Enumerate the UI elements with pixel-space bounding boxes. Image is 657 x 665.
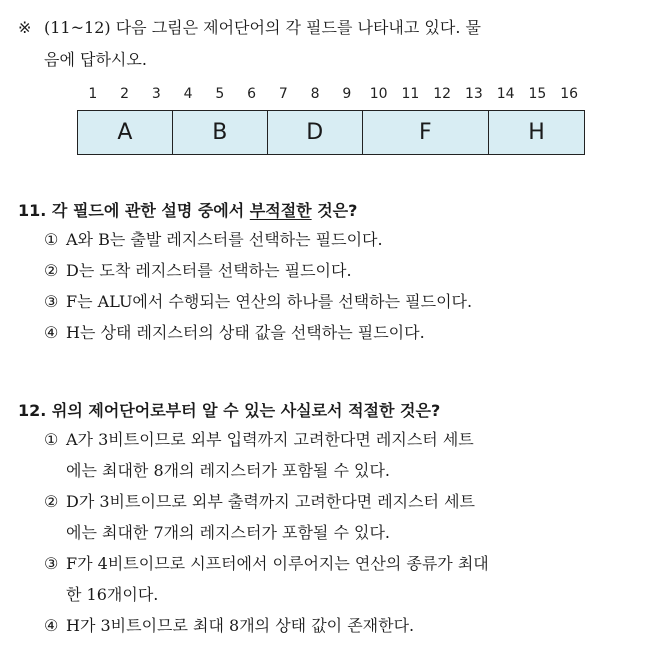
control-word-figure (77, 84, 585, 155)
question-11-options (18, 224, 654, 348)
bit-number: 15 (528, 86, 547, 102)
q11-title-end: 것은? (311, 201, 358, 220)
option-text: D는 도착 레지스터를 선택하는 필드이다. (66, 261, 352, 280)
q11-option-4 (18, 317, 654, 348)
option-text-continued: 한 16개이다. (66, 585, 159, 604)
q12-option-4 (18, 610, 654, 641)
option-number: ④ (44, 616, 59, 635)
option-number: ④ (44, 323, 59, 342)
reference-mark: ※ (18, 18, 32, 37)
q11-option-1 (18, 224, 654, 255)
option-text: F는 ALU에서 수행되는 연산의 하나를 선택하는 필드이다. (66, 292, 473, 311)
bit-number: 11 (401, 86, 420, 102)
field-d: D (268, 111, 363, 154)
question-12-options (18, 424, 654, 641)
option-text: H가 3비트이므로 최대 8개의 상태 값이 존재한다. (66, 616, 415, 635)
option-text-continued: 에는 최대한 7개의 레지스터가 포함될 수 있다. (66, 523, 390, 542)
bit-number: 10 (369, 86, 388, 102)
option-text: F가 4비트이므로 시프터에서 이루어지는 연산의 종류가 최대 (66, 554, 489, 573)
bit-number: 12 (433, 86, 452, 102)
bit-number: 13 (464, 86, 483, 102)
question-12 (18, 398, 654, 641)
q12-option-2 (18, 486, 654, 548)
option-text: H는 상태 레지스터의 상태 값을 선택하는 필드이다. (66, 323, 425, 342)
question-11-title (18, 198, 654, 224)
q12-option-1 (18, 424, 654, 486)
field-h: H (528, 120, 545, 145)
bit-number: 4 (183, 86, 193, 102)
option-number: ① (44, 230, 59, 249)
question-11 (18, 198, 654, 348)
bit-number: 2 (120, 86, 130, 102)
bit-number: 7 (278, 86, 288, 102)
option-number: ② (44, 492, 59, 511)
bit-number: 14 (496, 86, 515, 102)
intro-text-1: (11~12) 다음 그림은 제어단어의 각 필드를 나타내고 있다. 물 (44, 18, 481, 37)
bit-number: 5 (215, 86, 225, 102)
bit-number: 9 (342, 86, 352, 102)
q12-option-3 (18, 548, 654, 610)
field-b: B (173, 111, 268, 154)
bit-number: 8 (310, 86, 320, 102)
bit-number: 16 (560, 86, 579, 102)
q11-option-3 (18, 286, 654, 317)
option-text: A와 B는 출발 레지스터를 선택하는 필드이다. (66, 230, 383, 249)
q11-title-start: 11. 각 필드에 관한 설명 중에서 (18, 201, 250, 220)
control-word-fields (77, 110, 585, 155)
bit-number: 1 (88, 86, 98, 102)
option-text: A가 3비트이므로 외부 입력까지 고려한다면 레지스터 세트 (66, 430, 474, 449)
option-number: ① (44, 430, 59, 449)
question-12-title: 12. 위의 제어단어로부터 알 수 있는 사실로서 적절한 것은? (18, 401, 441, 420)
intro-text-2: 음에 답하시오. (44, 50, 147, 69)
question-intro (18, 12, 648, 76)
bit-number: 6 (247, 86, 257, 102)
option-number: ③ (44, 554, 59, 573)
bit-number: 3 (151, 86, 161, 102)
option-text: D가 3비트이므로 외부 출력까지 고려한다면 레지스터 세트 (66, 492, 476, 511)
q11-title-emphasis: 부적절한 (249, 201, 312, 220)
q11-option-2 (18, 255, 654, 286)
intro-line-1 (18, 12, 648, 44)
field-f: F (363, 111, 490, 154)
option-number: ③ (44, 292, 59, 311)
field-a: A (78, 111, 173, 154)
bit-number-row (77, 84, 585, 110)
option-text-continued: 에는 최대한 8개의 레지스터가 포함될 수 있다. (66, 461, 390, 480)
option-number: ② (44, 261, 59, 280)
